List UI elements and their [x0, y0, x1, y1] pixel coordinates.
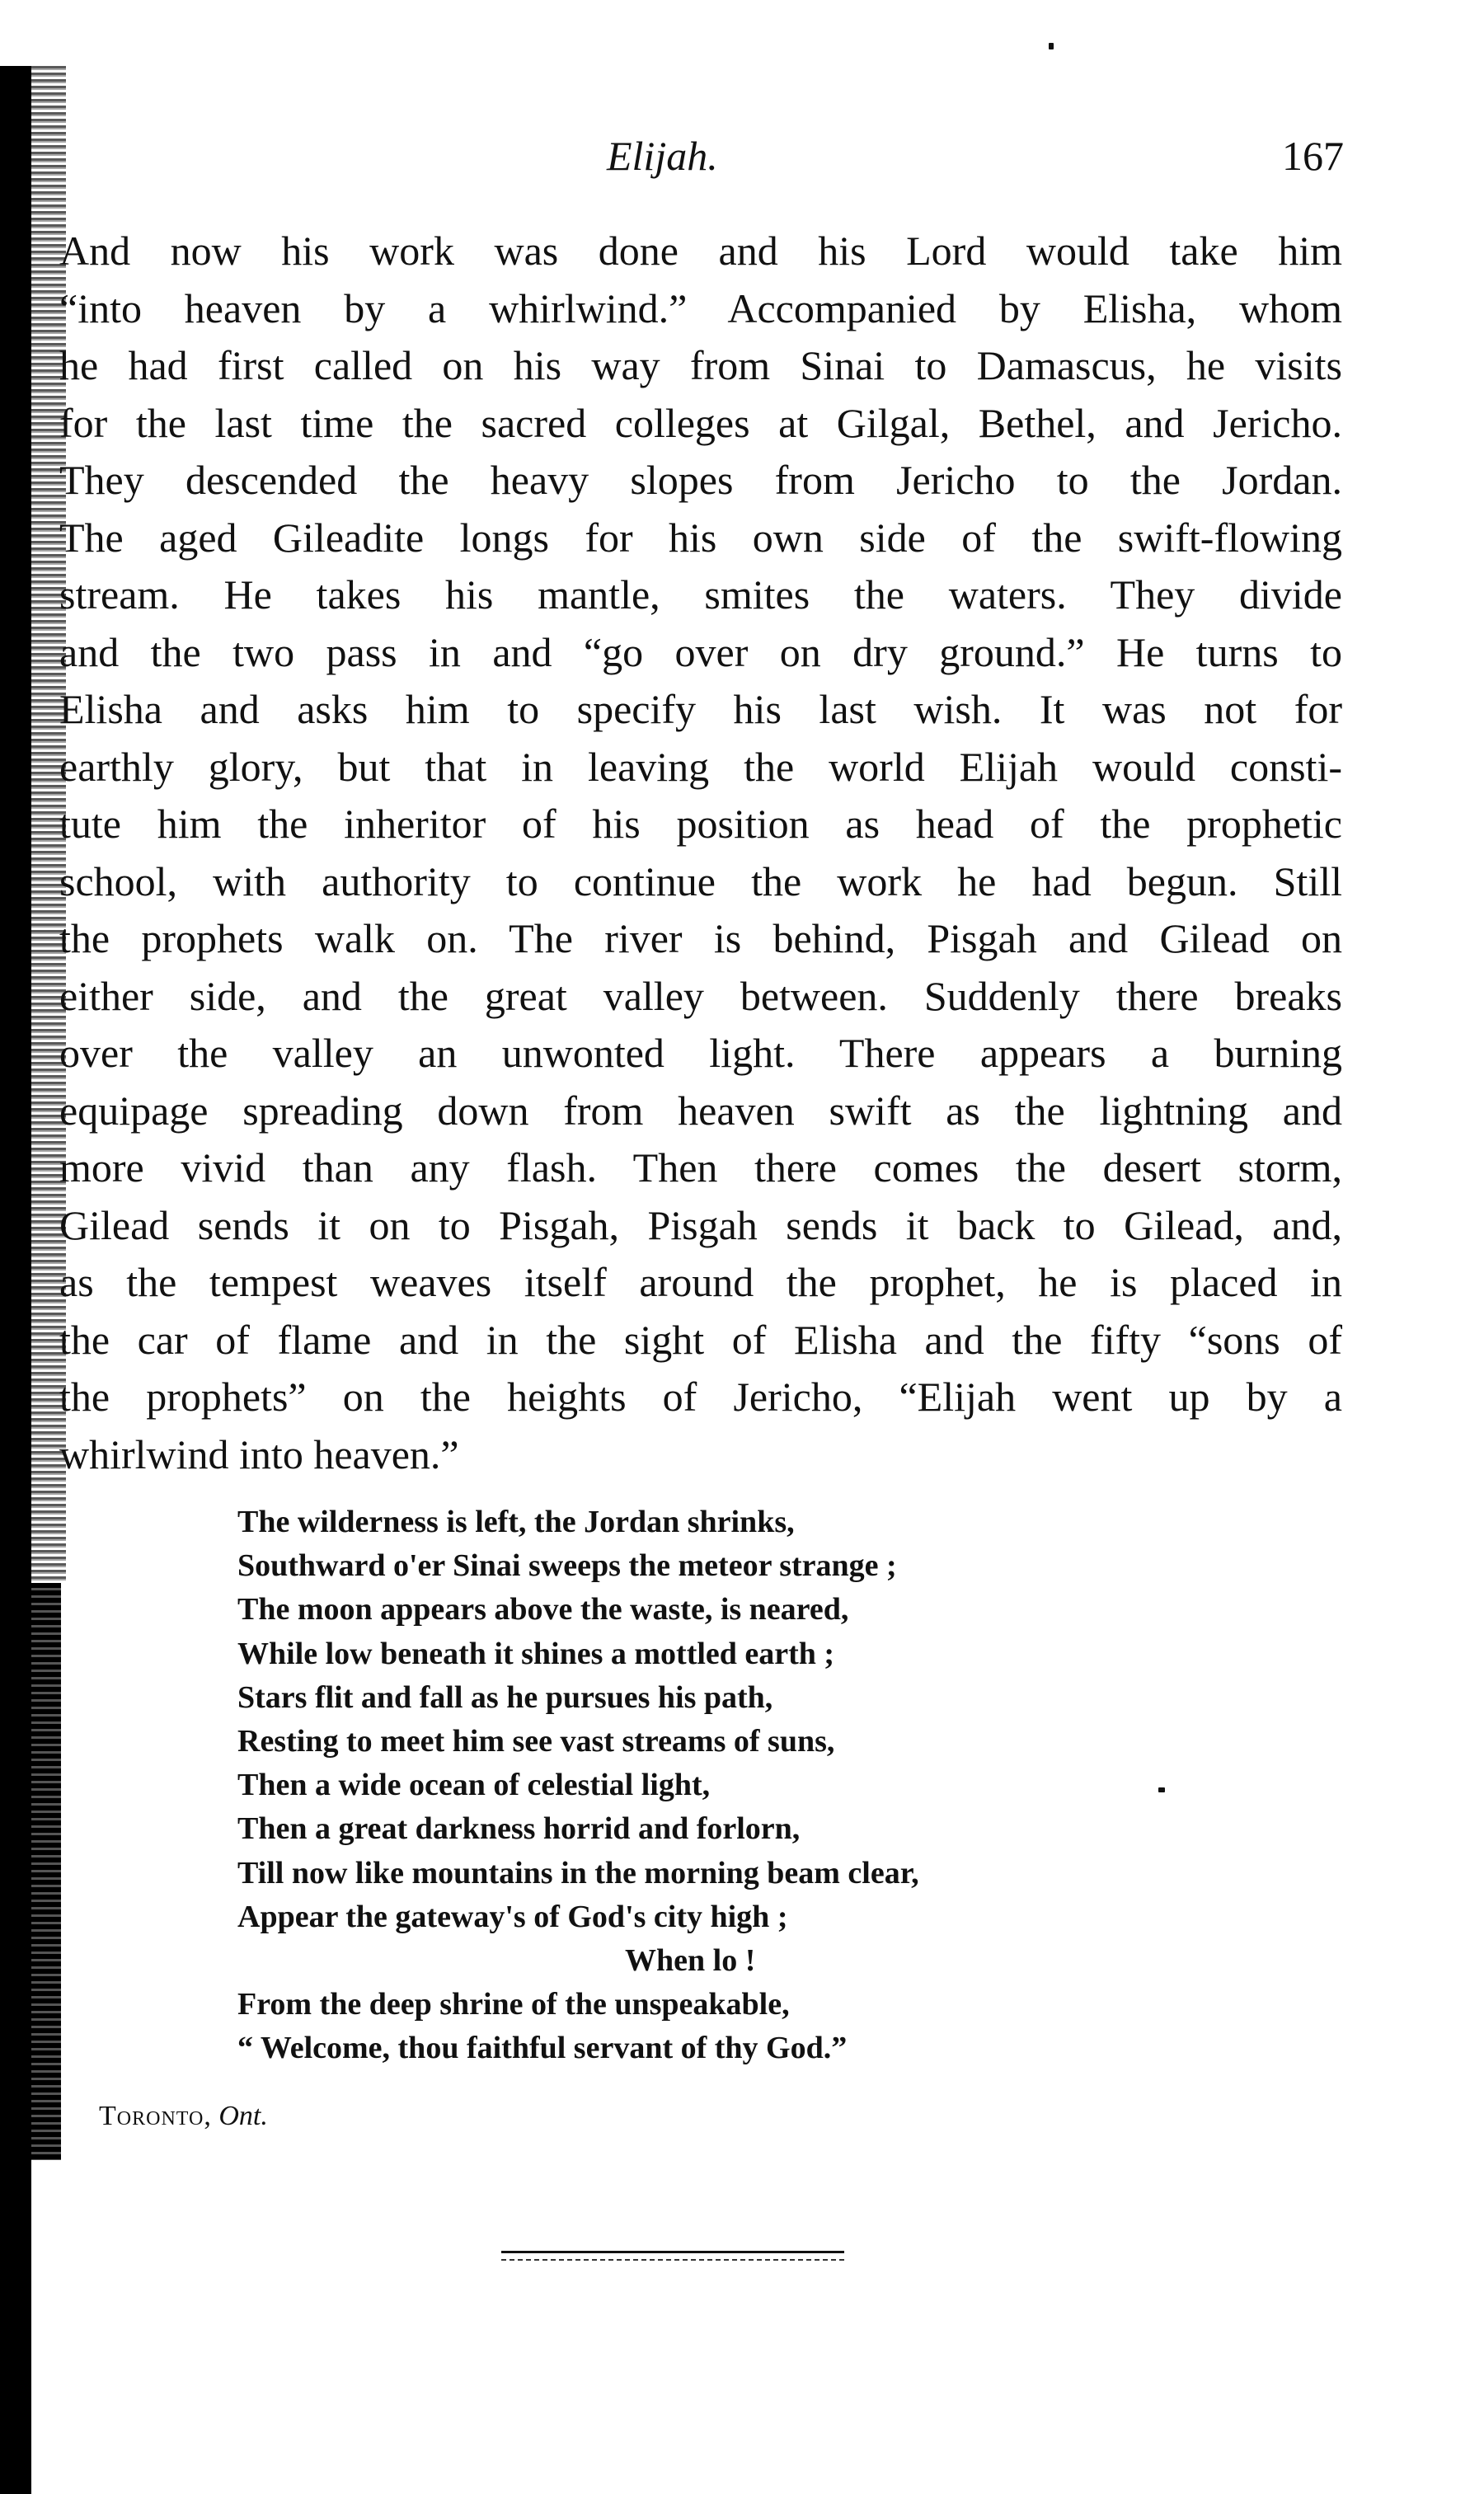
- text-line: earthly glory, but that in leaving the world Elijah would consti-: [59, 743, 1342, 790]
- poem-line: Appear the gateway's of God's city high ;: [237, 1899, 788, 1934]
- text-line: either side, and the great valley between. Suddenly there breaks: [59, 972, 1342, 1019]
- text-line: tute him the inheritor of his position as head of the prophetic: [59, 801, 1342, 847]
- signature-line: [99, 2101, 268, 2132]
- text-line: the car of flame and in the sight of Elisha and the fifty “sons of: [59, 1316, 1342, 1363]
- text-line: stream. He takes his mantle, smites the waters. They divide: [59, 571, 1342, 618]
- book-spine-shadow: [0, 66, 31, 2494]
- text-line: equipage spreading down from heaven swift as the lightning and: [59, 1087, 1342, 1134]
- text-line: over the valley an unwonted light. There appears a burning: [59, 1030, 1342, 1076]
- text-line: school, with authority to continue the work he had begun. Still: [59, 857, 1342, 904]
- poem-block: [237, 1501, 1227, 2070]
- running-title: Elijah.: [607, 133, 718, 179]
- section-divider: [501, 2251, 844, 2253]
- page-header: [49, 132, 1344, 190]
- poem-line-indented: When lo !: [625, 1942, 756, 1978]
- signature-province: Ont.: [218, 2101, 268, 2131]
- section-divider-dashed: [501, 2259, 844, 2261]
- text-line: for the last time the sacred colleges at Gilgal, Bethel, and Jericho.: [59, 399, 1342, 446]
- text-line: “into heaven by a whirlwind.” Accompanied by Elisha, whom: [59, 284, 1342, 331]
- poem-line: The moon appears above the waste, is neared,: [237, 1592, 849, 1627]
- poem-line: Then a wide ocean of celestial light,: [237, 1768, 711, 1803]
- text-line: the prophets” on the heights of Jericho, “Elijah went up by a: [59, 1374, 1342, 1420]
- text-line: They descended the heavy slopes from Jericho to the Jordan.: [59, 457, 1342, 503]
- poem-line: Southward o'er Sinai sweeps the meteor strange ;: [237, 1548, 897, 1584]
- text-line: the prophets walk on. The river is behind, Pisgah and Gilead on: [59, 915, 1342, 961]
- poem-line: Stars flit and fall as he pursues his path,: [237, 1679, 773, 1715]
- text-line: Elisha and asks him to specify his last wish. It was not for: [59, 686, 1342, 732]
- poem-line: Till now like mountains in the morning beam clear,: [237, 1855, 919, 1890]
- text-line: The aged Gileadite longs for his own side of the swift-flowing: [59, 514, 1342, 561]
- signature-place: Toronto,: [99, 2101, 212, 2131]
- poem-line: Resting to meet him see vast streams of suns,: [237, 1723, 835, 1759]
- text-line: more vivid than any flash. Then there comes the desert storm,: [59, 1144, 1342, 1191]
- book-page: [49, 0, 1402, 2494]
- text-line: and the two pass in and “go over on dry ground.” He turns to: [59, 628, 1342, 675]
- poem-line: “ Welcome, thou faithful servant of thy God.”: [237, 2031, 848, 2066]
- text-line: as the tempest weaves itself around the prophet, he is placed in: [59, 1259, 1342, 1305]
- page-number: 167: [1282, 133, 1344, 179]
- text-line: he had first called on his way from Sinai to Damascus, he visits: [59, 342, 1342, 388]
- text-line: Gilead sends it on to Pisgah, Pisgah sends it back to Gilead, and,: [59, 1201, 1342, 1248]
- poem-line: While low beneath it shines a mottled earth ;: [237, 1636, 835, 1671]
- poem-line: From the deep shrine of the unspeakable,: [237, 1987, 790, 2022]
- poem-line: Then a great darkness horrid and forlorn,: [237, 1811, 801, 1847]
- text-line: whirlwind into heaven.”: [59, 1430, 459, 1477]
- text-line: And now his work was done and his Lord would take him: [59, 228, 1342, 274]
- body-paragraph: [59, 223, 1342, 1483]
- poem-line: The wilderness is left, the Jordan shrinks,: [237, 1505, 795, 1539]
